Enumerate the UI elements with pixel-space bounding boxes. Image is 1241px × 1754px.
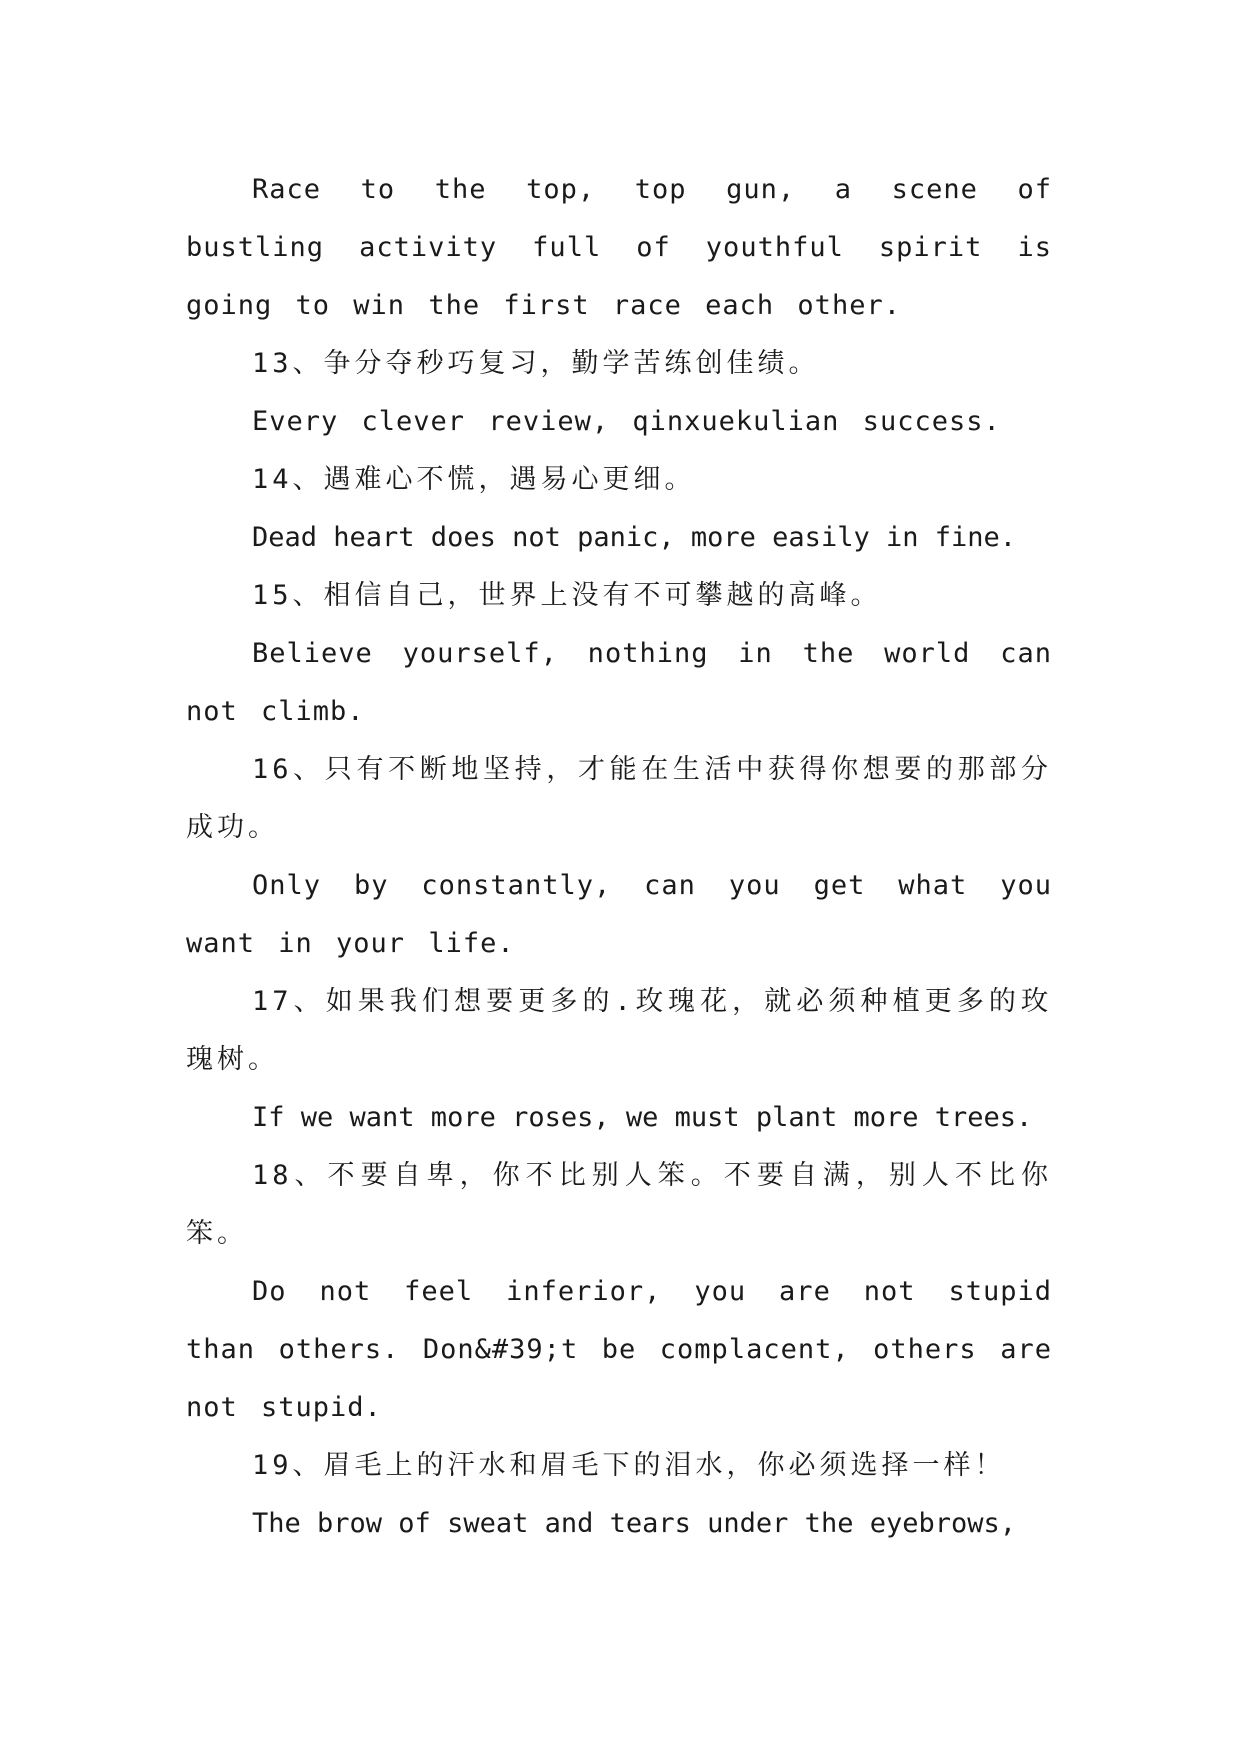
paragraph-english-16: Only by constantly, can you get what you want in your life. <box>186 870 1052 959</box>
paragraph-english-19: The brow of sweat and tears under the eyebrows, <box>252 1508 1017 1539</box>
paragraph-english-13: Every clever review, qinxuekulian success. <box>252 406 1001 437</box>
paragraph-chinese-15: 15、相信自己，世界上没有不可攀越的高峰。 <box>252 580 882 611</box>
paragraph-chinese-14: 14、遇难心不慌，遇易心更细。 <box>252 464 696 495</box>
paragraph-chinese-13: 13、争分夺秒巧复习，勤学苦练创佳绩。 <box>252 348 820 379</box>
paragraph-english-15: Believe yourself, nothing in the world can not climb. <box>186 638 1052 727</box>
paragraph-chinese-18: 18、不要自卑，你不比别人笨。不要自满，别人不比你笨。 <box>186 1160 1052 1249</box>
paragraph-english-17: If we want more roses, we must plant more trees. <box>252 1102 1033 1133</box>
paragraph-english-18: Do not feel inferior, you are not stupid than others. Don&#39;t be complacent, others are not stupid. <box>186 1276 1052 1423</box>
document-body <box>186 161 1052 1553</box>
paragraph-chinese-19: 19、眉毛上的汗水和眉毛下的泪水，你必须选择一样！ <box>252 1450 1006 1481</box>
paragraph-english-14: Dead heart does not panic, more easily in fine. <box>252 522 1017 553</box>
paragraph-chinese-16: 16、只有不断地坚持，才能在生活中获得你想要的那部分成功。 <box>186 754 1052 843</box>
paragraph-english-race: Race to the top, top gun, a scene of bustling activity full of youthful spirit is going to win the first race each other. <box>186 174 1052 321</box>
paragraph-chinese-17: 17、如果我们想要更多的.玫瑰花，就必须种植更多的玫瑰树。 <box>186 986 1052 1075</box>
